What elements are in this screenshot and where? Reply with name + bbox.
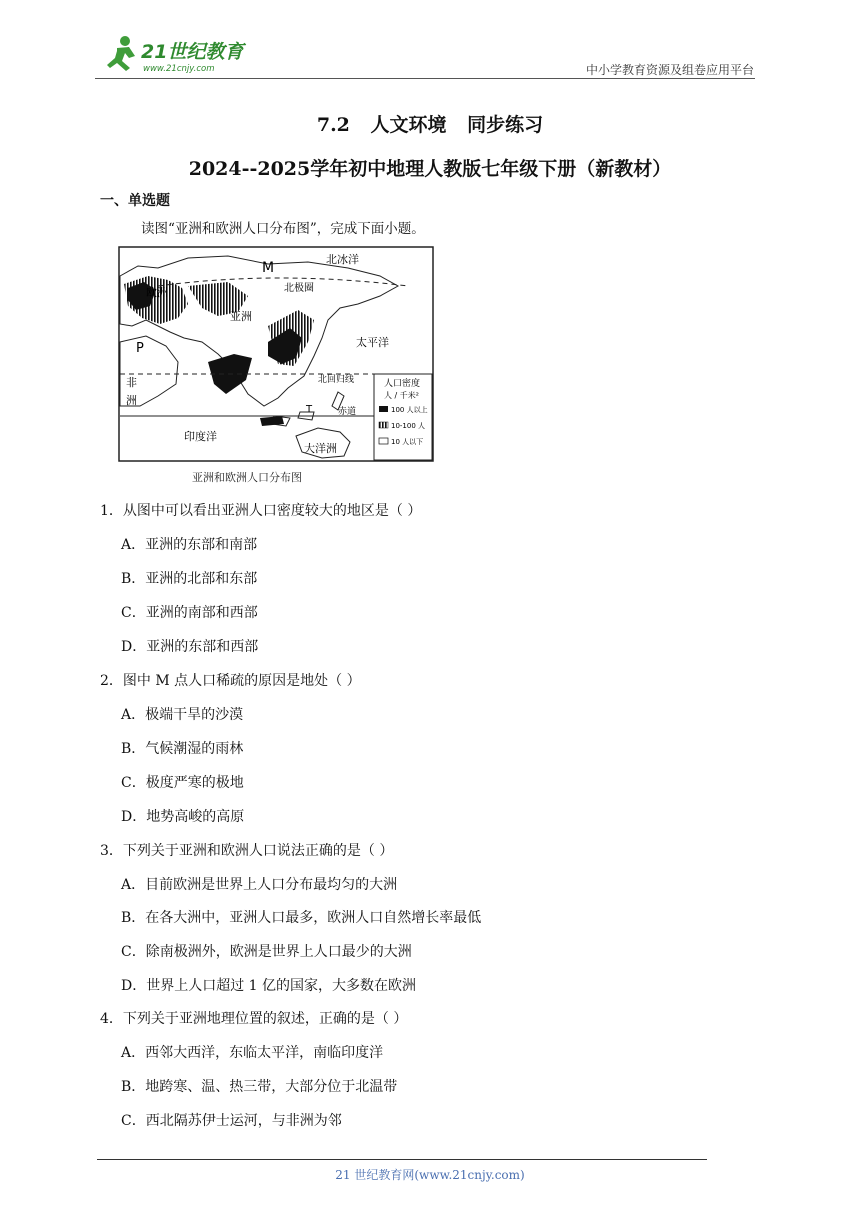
question-option[interactable]: B．亚洲的北部和东部 [121, 571, 258, 587]
question-option[interactable]: C．西北隔苏伊士运河，与非洲为邻 [121, 1113, 342, 1129]
label-asia: 亚洲 [230, 310, 252, 323]
question-intro: 读图“亚洲和欧洲人口分布图”，完成下面小题。 [141, 221, 425, 237]
question-stem: 1．从图中可以看出亚洲人口密度较大的地区是（ ） [100, 503, 422, 519]
question-stem: 4．下列关于亚洲地理位置的叙述，正确的是（ ） [100, 1011, 408, 1027]
footer-divider [97, 1159, 707, 1160]
page-title: 7.2 人文环境 同步练习 [316, 114, 544, 136]
legend-swatch-medium [379, 422, 388, 428]
question-stem: 2．图中 M 点人口稀疏的原因是地处（ ） [100, 673, 361, 689]
question-option[interactable]: B．气候潮湿的雨林 [121, 741, 244, 757]
legend-item-medium: 10-100 人 [391, 422, 426, 430]
question-option[interactable]: D．地势高峻的高原 [121, 809, 245, 825]
label-arctic-circle: 北极圈 [284, 283, 314, 294]
question-option[interactable]: B．在各大洲中，亚洲人口最多，欧洲人口自然增长率最低 [121, 910, 482, 926]
runner-icon [107, 36, 135, 71]
label-point-t: T [306, 404, 313, 415]
label-pacific: 太平洋 [356, 336, 389, 349]
label-africa-2: 洲 [126, 394, 137, 407]
map-legend [374, 374, 432, 460]
label-europe: 欧洲 [146, 286, 168, 299]
logo-url: www.21cnjy.com [143, 64, 215, 74]
header-divider [95, 78, 755, 79]
header-tagline: 中小学教育资源及组卷应用平台 [585, 63, 754, 77]
question-option[interactable]: A．亚洲的东部和南部 [121, 537, 258, 553]
question-option[interactable]: B．地跨寒、温、热三带，大部分位于北温带 [121, 1079, 398, 1095]
label-indian-ocean: 印度洋 [184, 430, 217, 443]
legend-item-low: 10 人以下 [391, 438, 424, 446]
label-point-p: P [136, 341, 144, 356]
question-option[interactable]: C．除南极洲外，欧洲是世界上人口最少的大洲 [121, 944, 412, 960]
question-option[interactable]: A．极端干旱的沙漠 [121, 707, 244, 723]
legend-title: 人口密度 [384, 379, 421, 389]
label-point-m: M [262, 260, 275, 276]
question-option[interactable]: D．世界上人口超过 1 亿的国家，大多数在欧洲 [121, 978, 417, 994]
legend-unit: 人 / 千米² [384, 391, 419, 400]
legend-swatch-low [379, 438, 388, 444]
page-subtitle: 2024--2025学年初中地理人教版七年级下册（新教材） [188, 158, 672, 180]
label-arctic-ocean: 北冰洋 [326, 253, 359, 266]
label-oceania: 大洋洲 [304, 442, 337, 455]
question-option[interactable]: D．亚洲的东部和西部 [121, 639, 259, 655]
label-tropic: 北回归线 [318, 375, 355, 385]
question-option[interactable]: A．西邻大西洋，东临太平洋，南临印度洋 [121, 1045, 384, 1061]
site-logo [95, 34, 265, 78]
label-africa-1: 非 [126, 376, 137, 389]
footer-link[interactable]: 21 世纪教育网(www.21cnjy.com) [335, 1168, 525, 1182]
legend-swatch-high [379, 406, 388, 412]
section-heading: 一、单选题 [100, 193, 170, 209]
label-equator: 赤道 [338, 407, 357, 417]
question-option[interactable]: C．极度严寒的极地 [121, 775, 244, 791]
logo-text: 21世纪教育 [141, 41, 244, 63]
question-stem: 3．下列关于亚洲和欧洲人口说法正确的是（ ） [100, 843, 394, 859]
question-option[interactable]: A．目前欧洲是世界上人口分布最均匀的大洲 [121, 877, 398, 893]
population-map [118, 246, 434, 462]
map-caption: 亚洲和欧洲人口分布图 [192, 471, 302, 484]
legend-item-high: 100 人以上 [391, 406, 428, 414]
question-option[interactable]: C．亚洲的南部和西部 [121, 605, 258, 621]
